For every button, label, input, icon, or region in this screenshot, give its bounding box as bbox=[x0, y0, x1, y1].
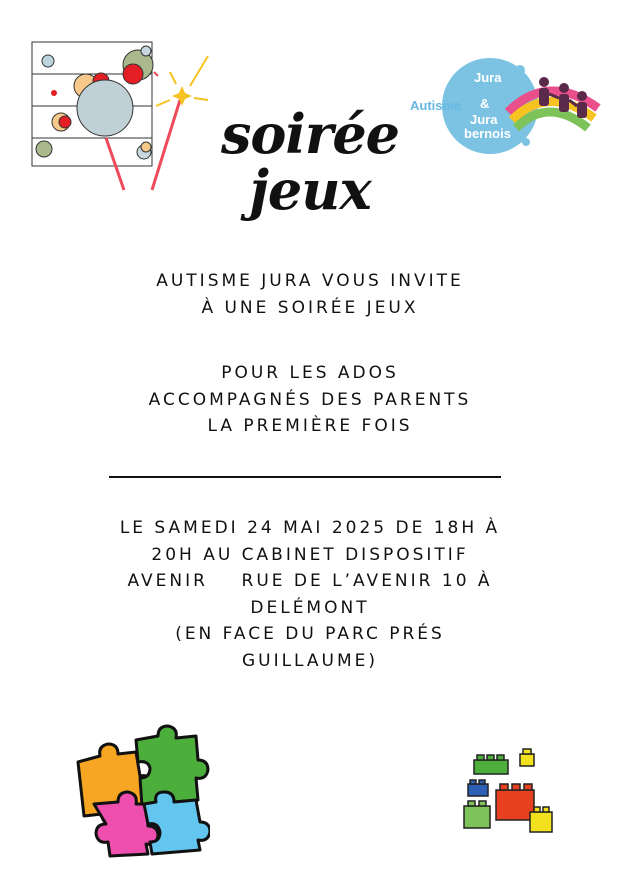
audience-line: LA PREMIÈRE FOIS bbox=[207, 416, 413, 436]
divider bbox=[109, 476, 501, 478]
logo-bernois-text: bernois bbox=[464, 126, 511, 141]
autisme-jura-logo bbox=[408, 52, 608, 162]
invite-line: AUTISME JURA VOUS INVITE bbox=[156, 271, 464, 291]
details-line: (EN FACE DU PARC PRÉS bbox=[175, 624, 445, 644]
invite-text bbox=[60, 268, 560, 321]
title-line-1: soirée bbox=[220, 102, 400, 166]
puzzle-pieces-icon bbox=[70, 722, 210, 858]
event-details bbox=[78, 515, 542, 674]
title-line-2: jeux bbox=[249, 158, 371, 222]
games-illustration-icon bbox=[28, 38, 218, 198]
audience-text bbox=[60, 360, 560, 440]
details-line: AVENIR RUE DE L’AVENIR 10 À bbox=[127, 571, 493, 591]
invite-line: À UNE SOIRÉE JEUX bbox=[201, 297, 419, 318]
logo-amp-text: & bbox=[480, 96, 490, 111]
logo-jura2-text: Jura bbox=[470, 112, 498, 127]
details-line: LE SAMEDI 24 MAI 2025 DE 18H À bbox=[119, 518, 501, 538]
details-line: 20H AU CABINET DISPOSITIF bbox=[151, 544, 469, 565]
logo-autisme-text: Autisme bbox=[410, 98, 462, 113]
toy-bricks-icon bbox=[458, 746, 558, 840]
audience-line: POUR LES ADOS bbox=[221, 363, 399, 383]
details-line: DELÉMONT bbox=[250, 597, 370, 618]
details-line: GUILLAUME) bbox=[241, 650, 379, 671]
logo-jura-text: Jura bbox=[474, 70, 502, 85]
audience-line: ACCOMPAGNÉS DES PARENTS bbox=[148, 389, 472, 410]
